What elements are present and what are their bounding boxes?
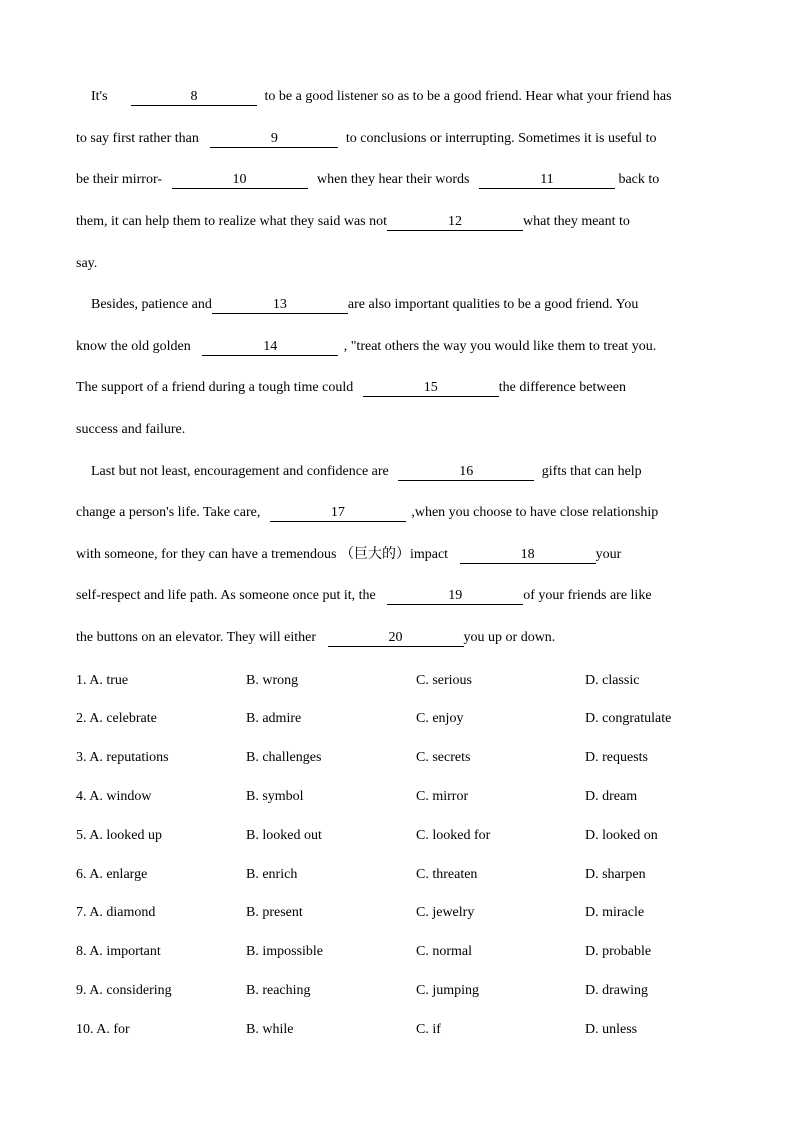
passage-line-14 bbox=[76, 628, 555, 648]
option-a[interactable]: 10. A. for bbox=[76, 1022, 130, 1037]
option-b[interactable]: B. impossible bbox=[246, 944, 324, 959]
passage-line-11 bbox=[76, 503, 658, 523]
option-a[interactable]: 9. A. considering bbox=[76, 983, 172, 998]
option-b[interactable]: B. enrich bbox=[246, 867, 298, 882]
passage-text: success and failure. bbox=[76, 422, 186, 437]
option-c[interactable]: C. if bbox=[416, 1022, 441, 1037]
passage-text: change a person's life. Take care, bbox=[76, 505, 261, 520]
option-b[interactable]: B. wrong bbox=[246, 673, 299, 688]
option-c[interactable]: C. normal bbox=[416, 944, 472, 959]
option-b[interactable]: B. symbol bbox=[246, 789, 304, 804]
blank-19[interactable]: 19 bbox=[387, 587, 523, 605]
option-b[interactable]: B. challenges bbox=[246, 750, 322, 765]
passage-text: you up or down. bbox=[463, 630, 556, 645]
option-a[interactable]: 2. A. celebrate bbox=[76, 711, 157, 726]
option-d[interactable]: D. sharpen bbox=[585, 867, 646, 882]
question-row bbox=[76, 981, 756, 1001]
passage-line-8 bbox=[76, 378, 626, 398]
passage-text: to conclusions or interrupting. Sometimes it is useful to bbox=[345, 131, 657, 146]
question-row bbox=[76, 709, 756, 729]
passage-line-9 bbox=[76, 420, 185, 440]
blank-12[interactable]: 12 bbox=[387, 213, 523, 231]
blank-16[interactable]: 16 bbox=[398, 463, 534, 481]
option-d[interactable]: D. miracle bbox=[585, 905, 645, 920]
passage-text: The support of a friend during a tough time could bbox=[76, 380, 354, 395]
passage-text: to say first rather than bbox=[76, 131, 199, 146]
option-d[interactable]: D. unless bbox=[585, 1022, 638, 1037]
option-d[interactable]: D. classic bbox=[585, 673, 640, 688]
option-b[interactable]: B. looked out bbox=[246, 828, 322, 843]
option-c[interactable]: C. threaten bbox=[416, 867, 478, 882]
option-a[interactable]: 3. A. reputations bbox=[76, 750, 169, 765]
passage-text: say. bbox=[76, 256, 98, 271]
question-row bbox=[76, 748, 756, 768]
passage-text: , "treat others the way you would like them to treat you. bbox=[343, 339, 657, 354]
blank-18[interactable]: 18 bbox=[460, 546, 596, 564]
passage-text: Besides, patience and bbox=[91, 297, 212, 312]
passage-text: to be a good listener so as to be a good friend. Hear what your friend has bbox=[264, 89, 672, 104]
passage-line-12 bbox=[76, 545, 621, 565]
option-c[interactable]: C. secrets bbox=[416, 750, 471, 765]
blank-17[interactable]: 17 bbox=[270, 504, 406, 522]
option-a[interactable]: 1. A. true bbox=[76, 673, 129, 688]
option-a[interactable]: 8. A. important bbox=[76, 944, 161, 959]
passage-text: self-respect and life path. As someone once put it, the bbox=[76, 588, 376, 603]
blank-14[interactable]: 14 bbox=[202, 338, 338, 356]
question-row bbox=[76, 903, 756, 923]
question-row bbox=[76, 671, 756, 691]
passage-line-7 bbox=[76, 337, 656, 357]
passage-text: know the old golden bbox=[76, 339, 191, 354]
blank-11[interactable]: 11 bbox=[479, 171, 615, 189]
option-c[interactable]: C. enjoy bbox=[416, 711, 464, 726]
passage-line-1 bbox=[91, 87, 672, 107]
blank-15[interactable]: 15 bbox=[363, 379, 499, 397]
passage-text: It's bbox=[91, 89, 108, 104]
option-d[interactable]: D. requests bbox=[585, 750, 648, 765]
question-row bbox=[76, 942, 756, 962]
passage-line-2 bbox=[76, 129, 657, 149]
option-b[interactable]: B. admire bbox=[246, 711, 302, 726]
option-d[interactable]: D. congratulate bbox=[585, 711, 672, 726]
passage-text: ,when you choose to have close relationship bbox=[411, 505, 659, 520]
passage-line-13 bbox=[76, 586, 652, 606]
passage-text: of your friends are like bbox=[523, 588, 652, 603]
passage-text: them, it can help them to realize what they said was not bbox=[76, 214, 388, 229]
option-d[interactable]: D. drawing bbox=[585, 983, 648, 998]
blank-10[interactable]: 10 bbox=[172, 171, 308, 189]
passage-line-6 bbox=[91, 295, 638, 315]
passage-line-3 bbox=[76, 170, 659, 190]
question-row bbox=[76, 865, 756, 885]
passage-text: be their mirror- bbox=[76, 172, 163, 187]
option-d[interactable]: D. dream bbox=[585, 789, 638, 804]
question-row bbox=[76, 826, 756, 846]
passage-line-5 bbox=[76, 254, 97, 274]
option-a[interactable]: 5. A. looked up bbox=[76, 828, 162, 843]
question-row bbox=[76, 787, 756, 807]
blank-13[interactable]: 13 bbox=[212, 296, 348, 314]
option-b[interactable]: B. present bbox=[246, 905, 303, 920]
option-b[interactable]: B. while bbox=[246, 1022, 294, 1037]
option-c[interactable]: C. jewelry bbox=[416, 905, 475, 920]
passage-text: your bbox=[595, 547, 622, 562]
blank-9[interactable]: 9 bbox=[210, 130, 338, 148]
passage-text: are also important qualities to be a good friend. You bbox=[347, 297, 639, 312]
passage-text: what they meant to bbox=[523, 214, 630, 229]
passage-text: the buttons on an elevator. They will either bbox=[76, 630, 317, 645]
blank-8[interactable]: 8 bbox=[131, 88, 257, 106]
option-d[interactable]: D. looked on bbox=[585, 828, 658, 843]
option-a[interactable]: 4. A. window bbox=[76, 789, 152, 804]
option-a[interactable]: 7. A. diamond bbox=[76, 905, 156, 920]
question-row bbox=[76, 1020, 756, 1040]
option-d[interactable]: D. probable bbox=[585, 944, 652, 959]
passage-line-10 bbox=[91, 462, 642, 482]
passage-text: Last but not least, encouragement and confidence are bbox=[91, 464, 389, 479]
passage-text: back to bbox=[618, 172, 660, 187]
option-c[interactable]: C. mirror bbox=[416, 789, 469, 804]
option-a[interactable]: 6. A. enlarge bbox=[76, 867, 148, 882]
option-c[interactable]: C. jumping bbox=[416, 983, 480, 998]
blank-20[interactable]: 20 bbox=[328, 629, 464, 647]
passage-text: with someone, for they can have a tremendous （巨大的）impact bbox=[76, 547, 449, 562]
option-c[interactable]: C. looked for bbox=[416, 828, 491, 843]
option-c[interactable]: C. serious bbox=[416, 673, 472, 688]
passage-text: when they hear their words bbox=[317, 172, 470, 187]
passage-text: gifts that can help bbox=[541, 464, 642, 479]
passage-text: the difference between bbox=[498, 380, 626, 395]
passage-line-4 bbox=[76, 212, 630, 232]
option-b[interactable]: B. reaching bbox=[246, 983, 311, 998]
